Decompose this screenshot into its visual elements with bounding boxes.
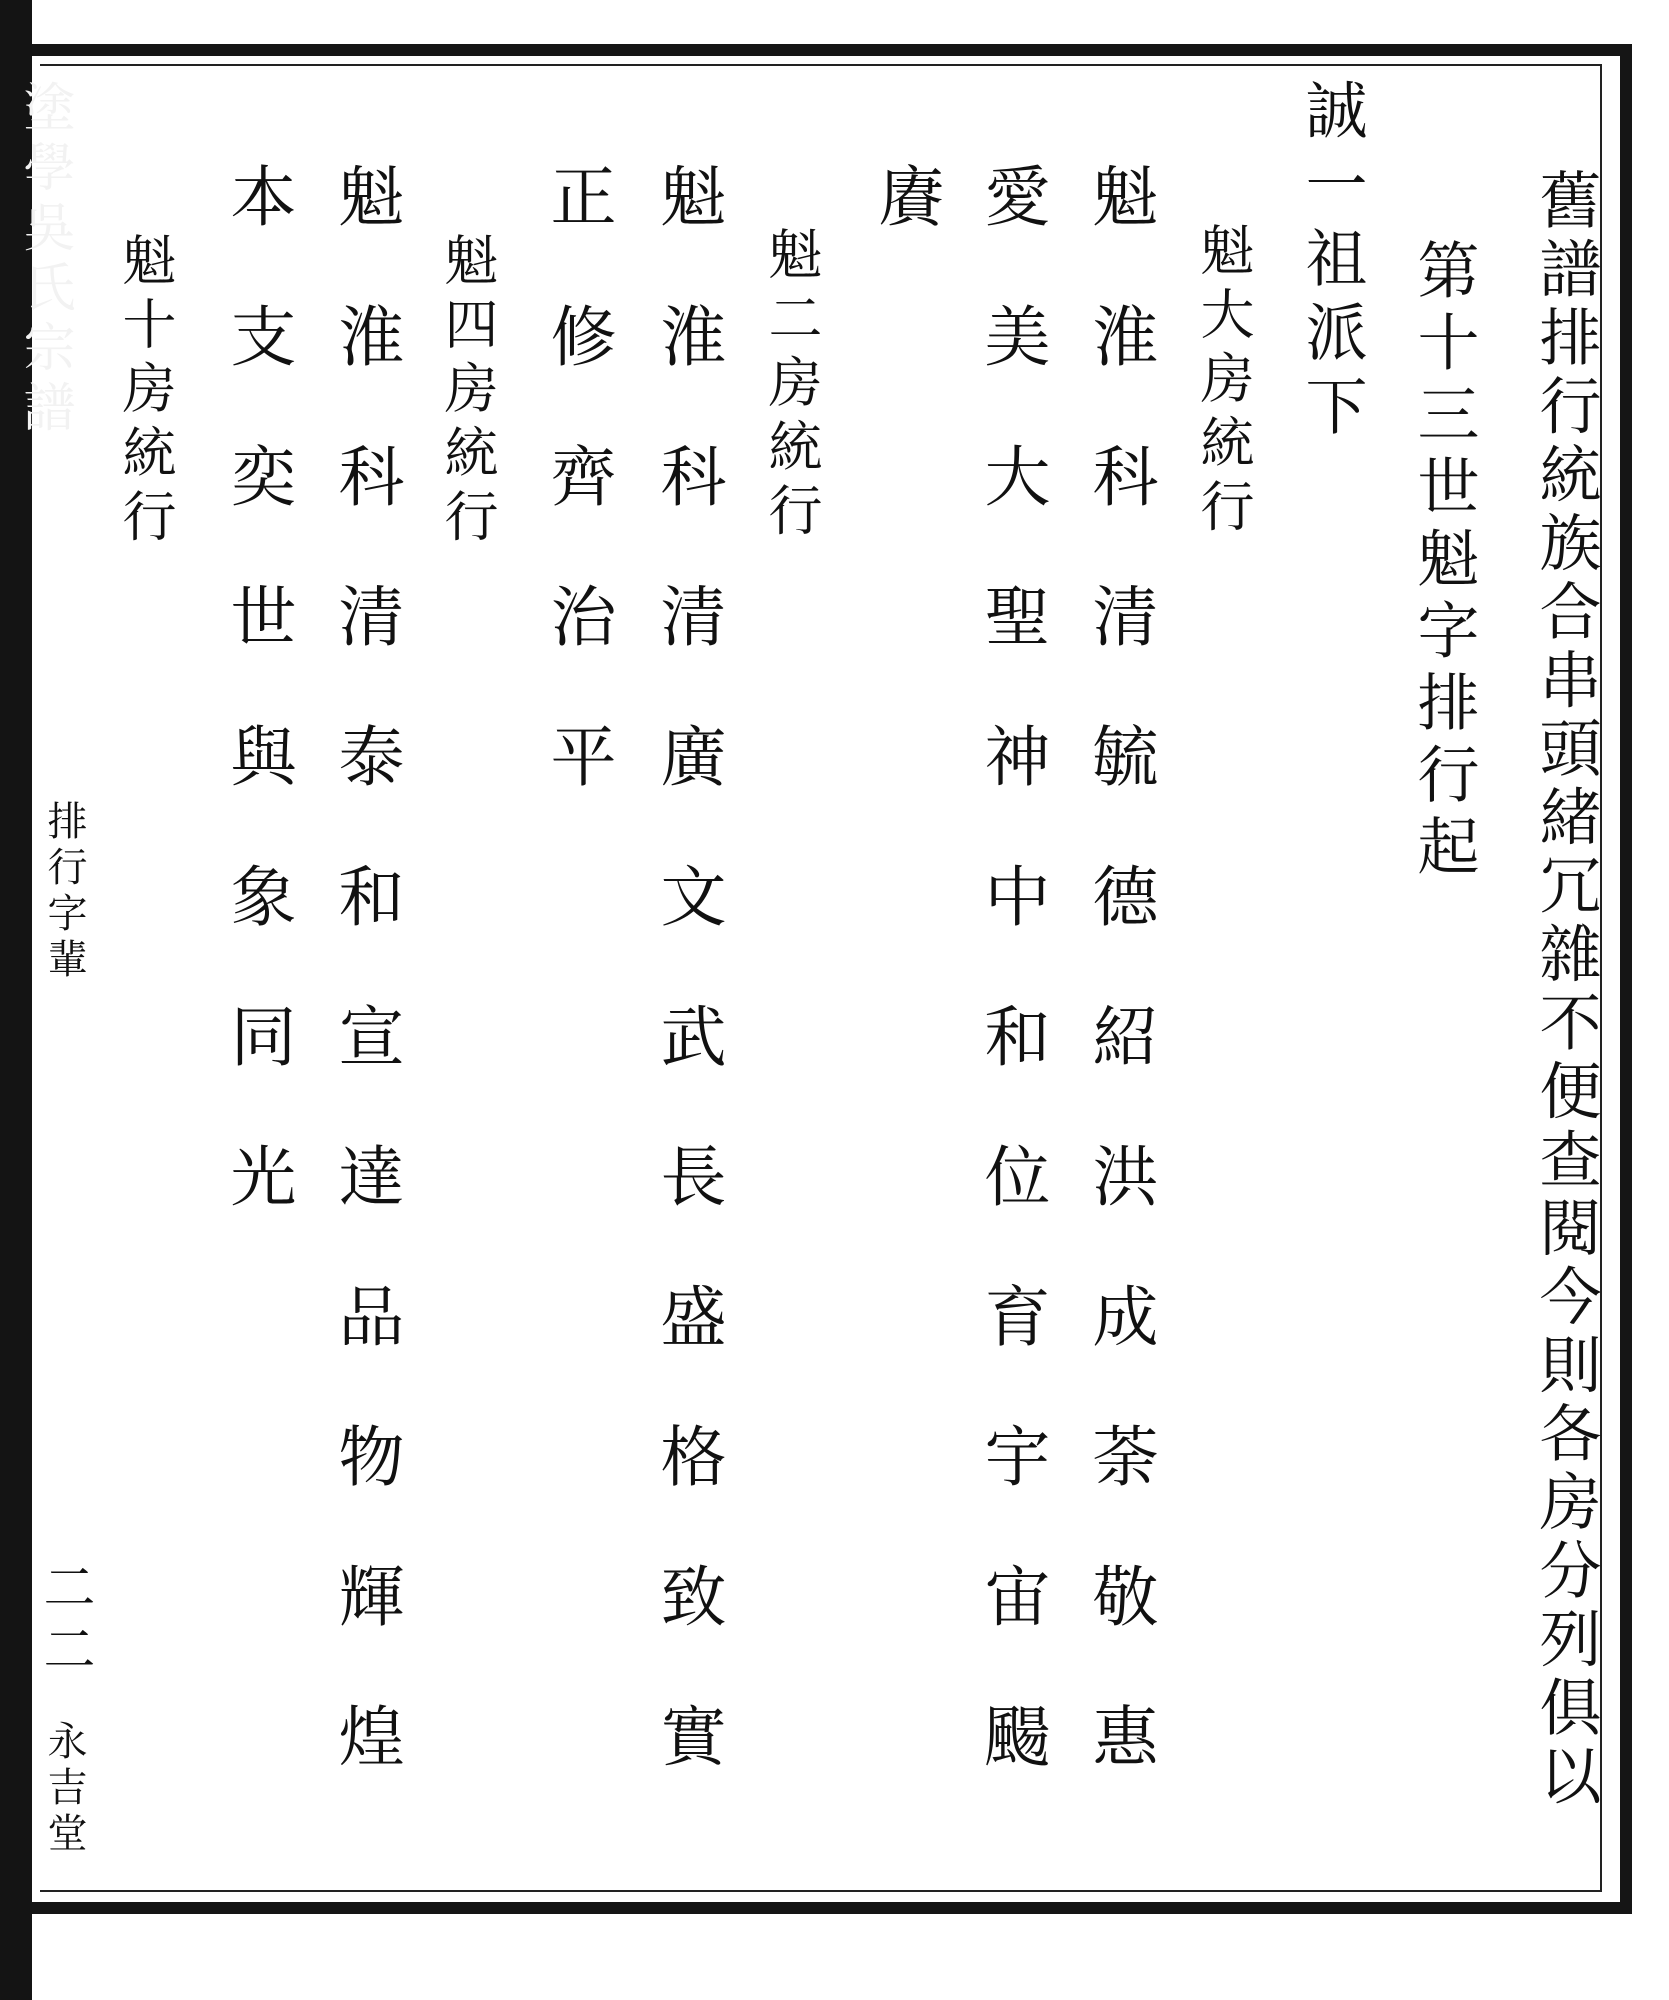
margin-book-title: 塗學吳氏宗譜 (14, 80, 74, 440)
section-3-line-1: 魁淮科清泰和宣達品物輝煌 (327, 162, 404, 1842)
section-1-line-2: 愛美大聖神中和位育宇宙颺 (973, 162, 1050, 1842)
section-heading-2: 魁二房統行 (760, 226, 823, 546)
section-heading-1: 魁大房統行 (1192, 222, 1255, 542)
section-heading-4: 魁十房統行 (114, 232, 177, 552)
header-line-1: 舊譜排行統族合串頭緒冗雜不便查閱今則各房分列俱以 (1529, 168, 1602, 1812)
margin-page-number: 二二 (34, 1560, 94, 1684)
right-border (1620, 44, 1632, 1914)
top-border (32, 44, 1632, 56)
section-heading-3: 魁四房統行 (436, 232, 499, 552)
header-line-3: 誠一祖派下 (1295, 78, 1368, 448)
section-1-line-1: 魁淮科清毓德紹洪成荼敬惠 (1081, 162, 1158, 1842)
section-2-line-2: 正修齊治平 (539, 162, 616, 862)
header-line-2: 第十三世魁字排行起 (1407, 238, 1480, 886)
section-2-line-1: 魁淮科清廣文武長盛格致實 (649, 162, 726, 1842)
margin-hall: 永吉堂 (41, 1720, 87, 1858)
section-1-line-3: 賡 (867, 162, 944, 302)
margin-chapter: 排行字輩 (41, 800, 87, 984)
bottom-border (32, 1902, 1632, 1914)
section-3-line-2: 本支奕世與象同光 (219, 162, 296, 1282)
